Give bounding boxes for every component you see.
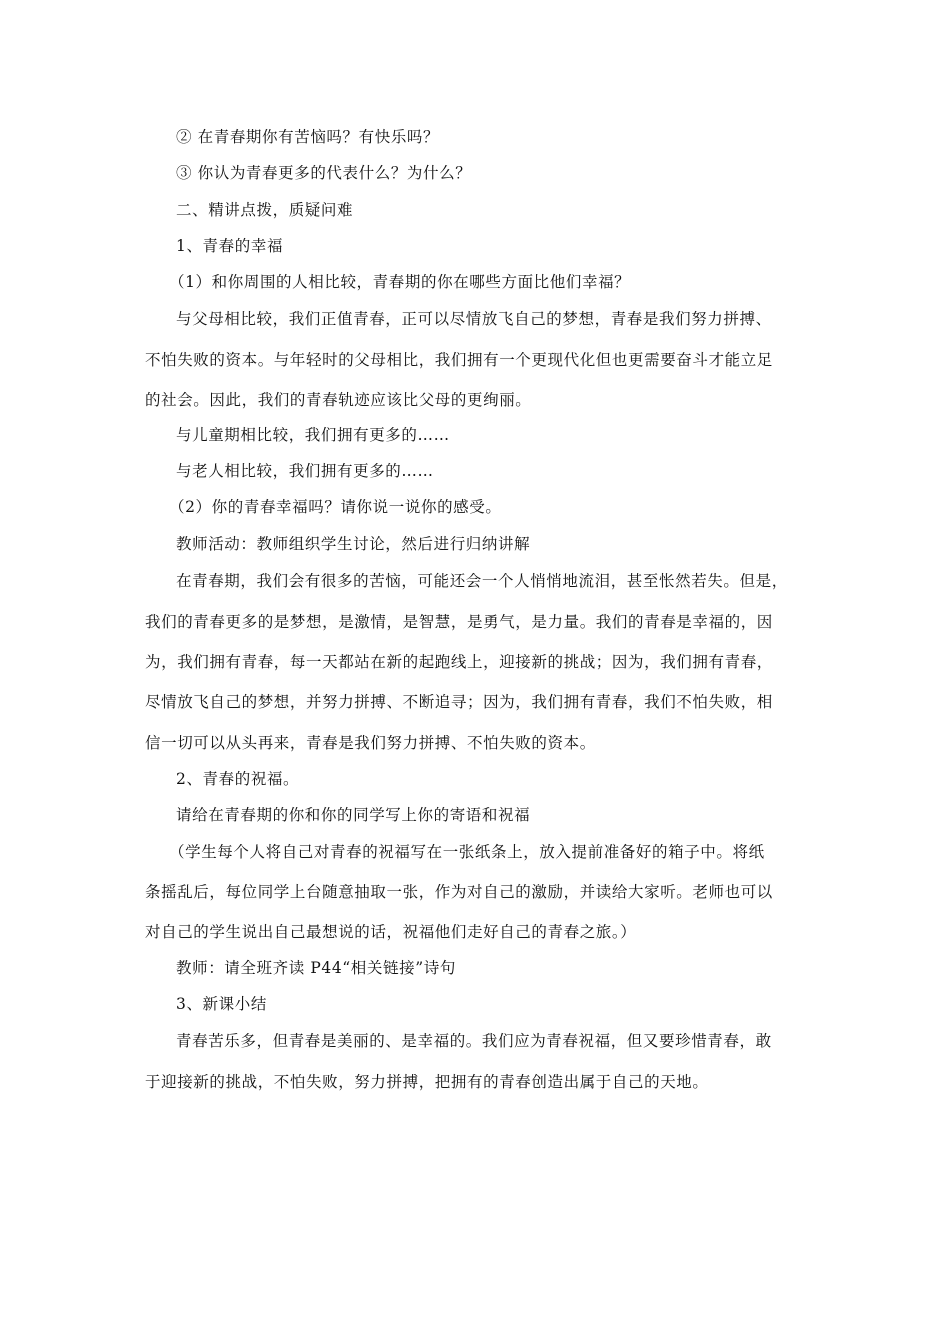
paragraph-line: 的社会。因此，我们的青春轨迹应该比父母的更绚丽。 [145,391,532,409]
paragraph-line: 请给在青春期的你和你的同学写上你的寄语和祝福 [176,806,531,824]
subsection-heading-1: 1、青春的幸福 [176,237,284,255]
prompt-1: （1）和你周围的人相比较，青春期的你在哪些方面比他们幸福？ [169,273,631,291]
teacher-activity: 教师活动：教师组织学生讨论，然后进行归纳讲解 [176,535,531,553]
paragraph-line: 在青春期，我们会有很多的苦恼，可能还会一个人悄悄地流泪，甚至怅然若失。但是， [176,572,788,590]
subsection-heading-2: 2、青春的祝福。 [176,770,300,788]
paragraph-line: 与父母相比较，我们正值青春，正可以尽情放飞自己的梦想，青春是我们努力拼搏、 [176,310,772,328]
subsection-heading-3: 3、新课小结 [176,995,267,1013]
paragraph-line: 条摇乱后，每位同学上台随意抽取一张，作为对自己的激励，并读给大家听。老师也可以 [145,883,773,901]
paragraph-line: 对自己的学生说出自己最想说的话，祝福他们走好自己的青春之旅。） [145,923,637,941]
paragraph-line: 尽情放飞自己的梦想，并努力拼搏、不断追寻；因为，我们拥有青春，我们不怕失败，相 [145,693,773,711]
paragraph-line: 不怕失败的资本。与年轻时的父母相比，我们拥有一个更现代化但也更需要奋斗才能立足 [145,351,773,369]
teacher-instruction: 教师：请全班齐读 P44“相关链接”诗句 [176,959,456,977]
question-2: ② 在青春期你有苦恼吗？有快乐吗？ [176,128,440,146]
paragraph-line: （学生每个人将自己对青春的祝福写在一张纸条上，放入提前准备好的箱子中。将纸 [169,843,765,861]
question-3: ③ 你认为青春更多的代表什么？为什么？ [176,164,472,182]
paragraph-line: 与老人相比较，我们拥有更多的…… [176,462,434,480]
paragraph-line: 与儿童期相比较，我们拥有更多的…… [176,426,450,444]
paragraph-line: 为，我们拥有青春，每一天都站在新的起跑线上，迎接新的挑战；因为，我们拥有青春， [145,653,773,671]
paragraph-line: 于迎接新的挑战，不怕失败，努力拼搏，把拥有的青春创造出属于自己的天地。 [145,1073,709,1091]
section-heading-2: 二、精讲点拨，质疑问难 [176,201,354,219]
paragraph-line: 信一切可以从头再来，青春是我们努力拼搏、不怕失败的资本。 [145,734,596,752]
paragraph-line: 青春苦乐多，但青春是美丽的、是幸福的。我们应为青春祝福，但又要珍惜青春，敢 [176,1032,772,1050]
prompt-2: （2）你的青春幸福吗？请你说一说你的感受。 [169,498,502,516]
paragraph-line: 我们的青春更多的是梦想，是激情，是智慧，是勇气，是力量。我们的青春是幸福的，因 [145,613,773,631]
